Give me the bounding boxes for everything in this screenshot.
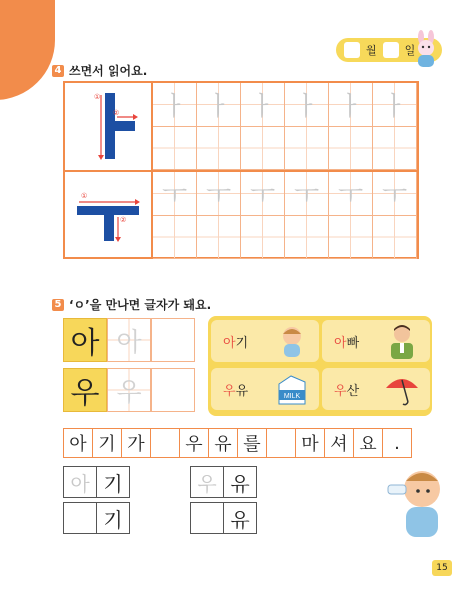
step-2-label: ② [113,109,120,117]
trace-cell[interactable]: ㅜ [329,172,373,216]
card-highlight: 아 [334,335,347,351]
sentence-row [63,428,411,458]
write-cell[interactable] [373,127,417,171]
syllable-a: 아 [63,318,107,362]
trace-cell[interactable]: ㅏ [329,83,373,127]
trace-syllable-u[interactable]: 우 [107,368,151,412]
section-5-number: 5 [52,299,64,311]
word-grid-uyu-write [190,502,256,534]
card-rest: 빠 [346,335,360,351]
page-number: 15 [432,560,452,576]
month-label: 월 [366,44,377,57]
trace-grid-u [153,172,417,259]
section-4-number: 4 [52,65,64,77]
word-cell: 기 [96,466,130,498]
word-card-baby [211,320,319,362]
write-cell[interactable] [241,127,285,171]
write-cell[interactable] [197,216,241,260]
write-cell[interactable] [241,216,285,260]
card-rest: 기 [235,335,249,351]
word-cell: 유 [223,466,257,498]
write-cell[interactable] [151,318,195,362]
sentence-cell: 셔 [324,428,354,458]
day-input[interactable] [383,42,399,58]
write-cell[interactable] [190,502,224,534]
syllable-u: 우 [63,368,107,412]
card-highlight: 우 [223,383,236,399]
sentence-cell: 요 [353,428,383,458]
card-rest: 유 [235,383,249,399]
bunny-mascot-icon [412,30,440,68]
milk-label: MILK [283,393,301,400]
sentence-cell: 아 [63,428,93,458]
trace-cell[interactable]: ㅜ [373,172,417,216]
trace-cell[interactable]: ㅜ [285,172,329,216]
write-cell[interactable] [151,368,195,412]
card-rest: 산 [346,383,360,399]
step-1-label: ① [81,192,88,200]
trace-cell[interactable]: ㅏ [285,83,329,127]
write-cell[interactable] [329,127,373,171]
corner-tab [0,0,55,100]
write-cell[interactable] [329,216,373,260]
day-label: 일 [404,44,416,57]
sentence-cell: 유 [208,428,238,458]
trace-cell[interactable]: ㅏ [197,83,241,127]
word-grid-agi-trace [63,466,129,498]
card-highlight: 우 [334,383,347,399]
card-highlight: 아 [223,335,236,351]
trace-cell[interactable]: 아 [63,466,97,498]
vowel-a-stroke-diagram [65,83,151,170]
word-cell: 기 [96,502,130,534]
sentence-cell: 우 [179,428,209,458]
milk-carton-icon [273,370,311,408]
trace-cell[interactable]: 우 [190,466,224,498]
umbrella-icon [382,370,422,408]
write-cell[interactable] [153,216,197,260]
sentence-cell: 가 [121,428,151,458]
section-5-title [52,296,211,313]
trace-syllable-a[interactable]: 아 [107,318,151,362]
write-cell[interactable] [153,127,197,171]
sentence-cell: 마 [295,428,325,458]
write-cell[interactable] [285,127,329,171]
trace-cell[interactable]: ㅜ [197,172,241,216]
trace-cell[interactable]: ㅏ [153,83,197,127]
step-1-label: ① [94,93,101,101]
word-card-milk [211,368,319,410]
write-cell[interactable] [285,216,329,260]
sentence-cell: 기 [92,428,122,458]
sentence-cell [150,428,180,458]
step-2-label: ② [120,216,127,224]
write-cell[interactable] [63,502,97,534]
word-grid-agi-write [63,502,129,534]
model-letter-a [65,83,153,170]
word-card-dad [322,320,430,362]
section-4-heading: 쓰면서 읽어요. [69,64,148,78]
vowel-u-stroke-diagram [65,172,151,257]
trace-cell[interactable]: ㅏ [241,83,285,127]
word-cell: 유 [223,502,257,534]
write-cell[interactable] [373,216,417,260]
trace-cell[interactable]: ㅜ [153,172,197,216]
section-5-heading: ‘ㅇ’을 만나면 글자가 돼요. [69,298,212,312]
model-letter-u [65,172,153,259]
father-icon [386,323,418,359]
writing-grid [63,81,419,259]
write-cell[interactable] [197,127,241,171]
word-card-umbrella [322,368,430,410]
trace-cell[interactable]: ㅏ [373,83,417,127]
baby-icon [275,324,309,358]
baby-drinking-milk-icon [382,463,452,541]
sentence-cell: . [382,428,412,458]
sentence-cell: 를 [237,428,267,458]
section-4-title [52,62,147,79]
month-input[interactable] [344,42,360,58]
trace-grid-a [153,83,417,170]
sentence-cell [266,428,296,458]
trace-cell[interactable]: ㅜ [241,172,285,216]
word-grid-uyu-trace [190,466,256,498]
